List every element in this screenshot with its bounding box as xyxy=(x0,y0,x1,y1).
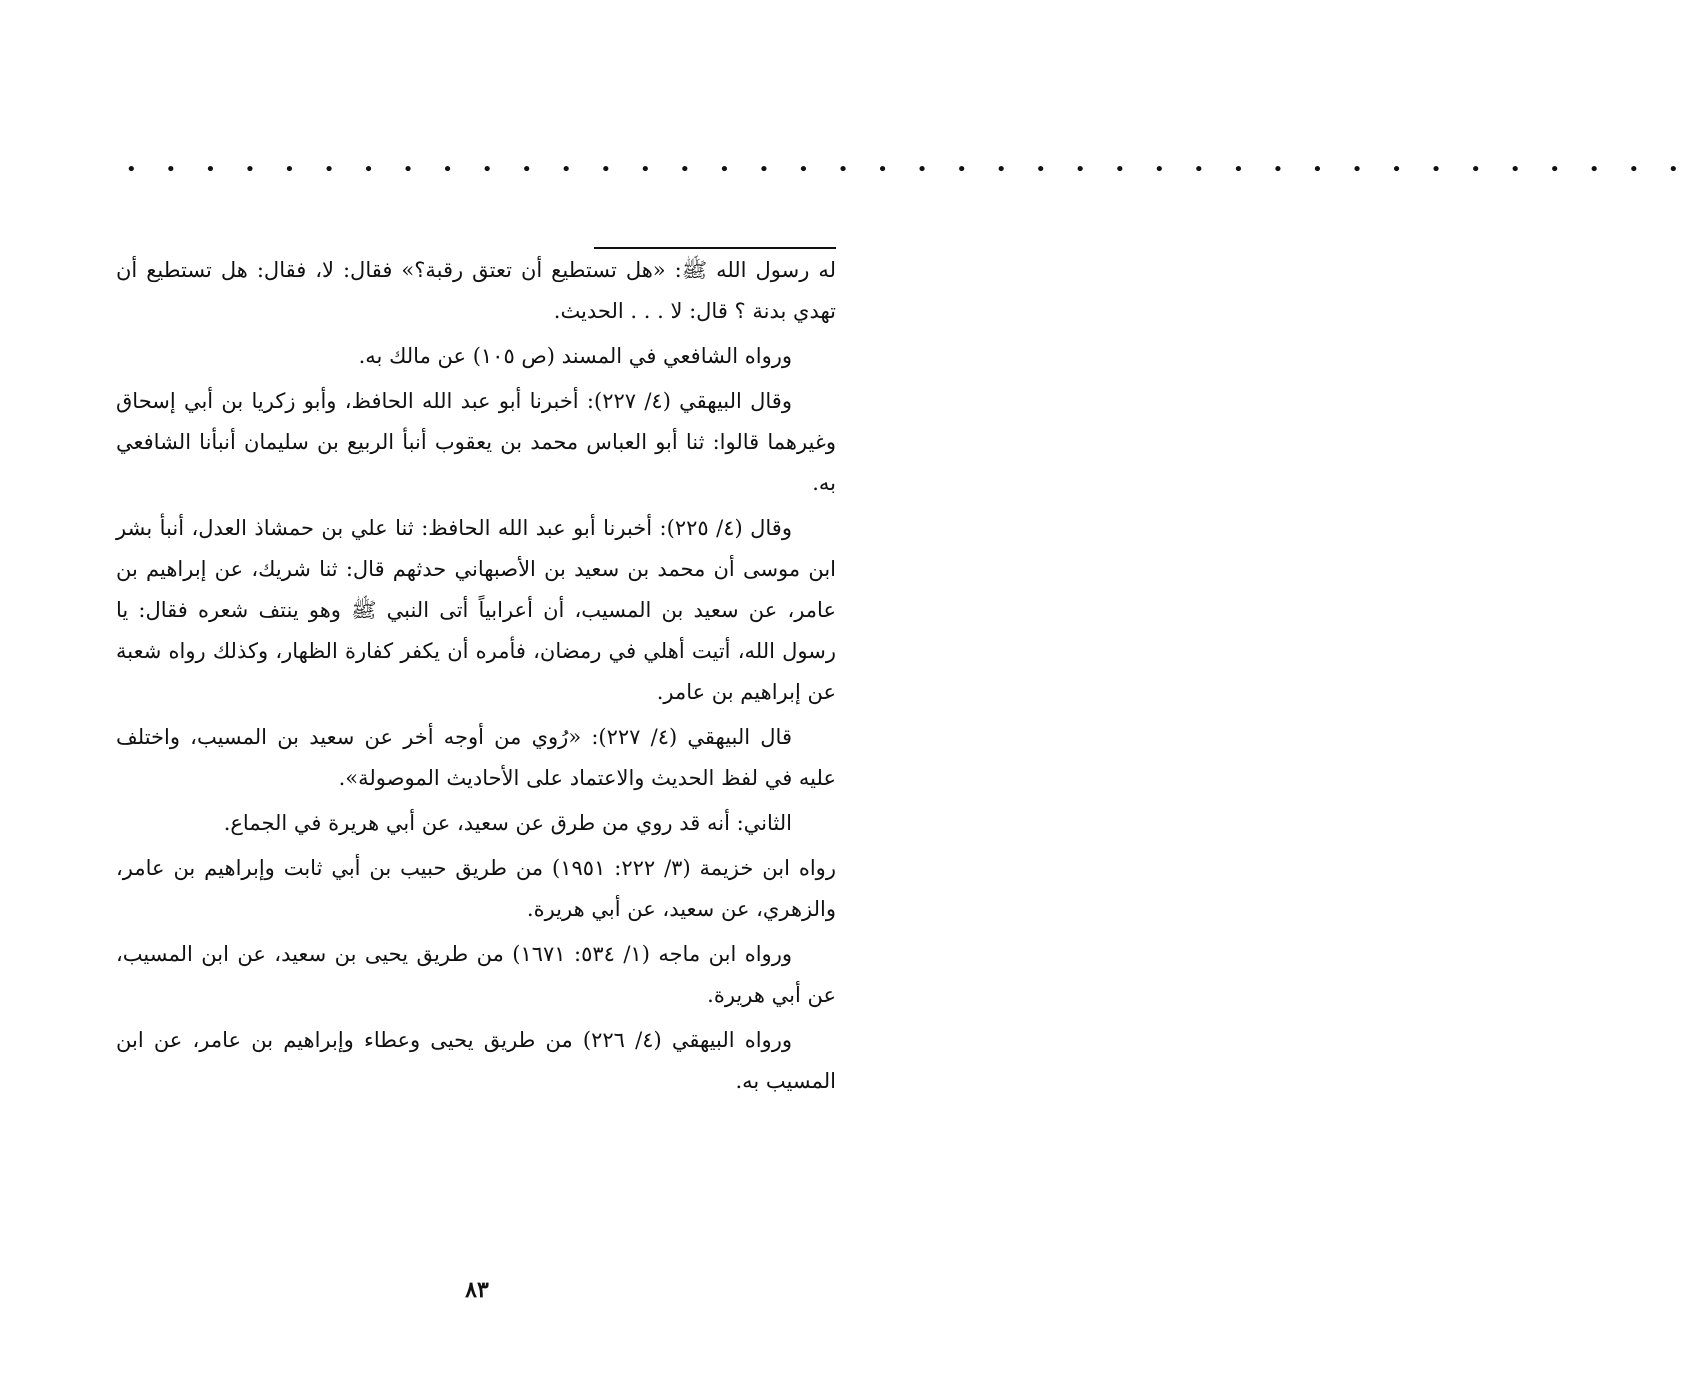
paragraph-second: الثاني: أنه قد روي من طرق عن سعيد، عن أبي هريرة في الجماع. xyxy=(223,811,792,835)
page-number: ٨٣ xyxy=(465,1277,489,1303)
paragraph-ibn-majah: ورواه ابن ماجه (١/ ٥٣٤: ١٦٧١) من طريق يحيى بن سعيد، عن ابن المسيب، عن أبي هريرة. xyxy=(116,942,836,1007)
paragraph-bayhaqi-225: وقال (٤/ ٢٢٥): أخبرنا أبو عبد الله الحافظ: ثنا علي بن حمشاذ العدل، أنبأ بشر ابن موسى أن محمد بن سعيد بن الأصبهاني حدثهم قال: ثنا شريك، عن إبراهيم بن عامر، عن سعيد بن المسيب، أن أعرابياً أتى النبي ﷺ وهو ينتف شعره فقال: يا رسول الله، أتيت أهلي في رمضان، فأمره أن يكفر كفارة الظهار، وكذلك رواه شعبة عن إبراهيم بن عامر. xyxy=(116,516,836,704)
paragraph-ibn-khuzayma: رواه ابن خزيمة (٣/ ٢٢٢: ١٩٥١) من طريق حبيب بن أبي ثابت وإبراهيم بن عامر، والزهري، عن سعيد، عن أبي هريرة. xyxy=(116,856,836,921)
paragraph-bayhaqi-227: وقال البيهقي (٤/ ٢٢٧): أخبرنا أبو عبد الله الحافظ، وأبو زكريا بن أبي إسحاق وغيرهما قالوا: ثنا أبو العباس محمد بن يعقوب أنبأ الربيع بن سليمان أنبأنا الشافعي به. xyxy=(116,389,836,495)
footnote-body xyxy=(116,250,836,1106)
paragraph-shafii: ورواه الشافعي في المسند (ص ١٠٥) عن مالك به. xyxy=(358,344,792,368)
dotted-separator: • • • • • • • • • • • • • • • • • • • • • • • • • • • • • • • • • • • • • • • • xyxy=(126,159,1690,180)
footnote-rule xyxy=(594,247,836,249)
paragraph-bayhaqi-quote: قال البيهقي (٤/ ٢٢٧): «رُوي من أوجه أخر عن سعيد بن المسيب، واختلف عليه في لفظ الحديث والاعتماد على الأحاديث الموصولة». xyxy=(116,725,836,790)
paragraph-continuation: له رسول الله ﷺ: «هل تستطيع أن تعتق رقبة؟» فقال: لا، فقال: هل تستطيع أن تهدي بدنة ؟ قال: لا . . . الحديث. xyxy=(116,258,836,323)
paragraph-bayhaqi-226: ورواه البيهقي (٤/ ٢٢٦) من طريق يحيى وعطاء وإبراهيم بن عامر، عن ابن المسيب به. xyxy=(116,1028,836,1093)
